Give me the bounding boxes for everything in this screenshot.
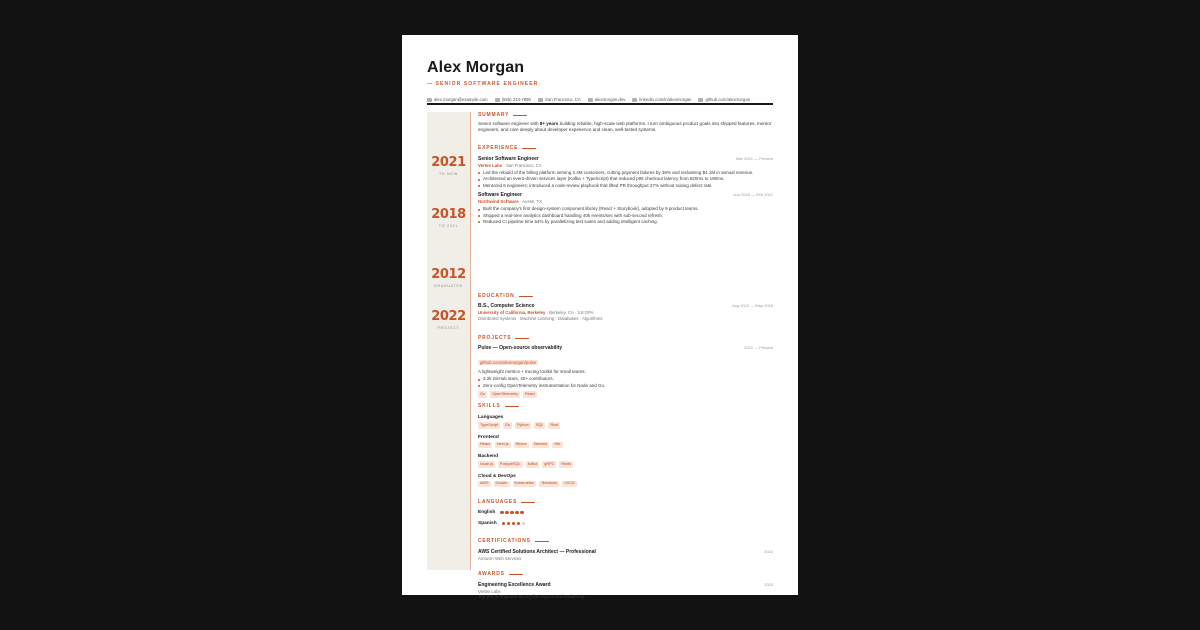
- summary-pre: Senior software engineer with: [478, 121, 540, 126]
- tag: Go: [480, 391, 486, 396]
- resume-page: [402, 35, 798, 599]
- contact-linkedin[interactable]: [632, 97, 691, 102]
- year-number: 2012: [431, 267, 466, 282]
- tag: AWS: [480, 481, 489, 485]
- award-date: 2023: [764, 582, 773, 587]
- year-sub: PROJECT: [437, 326, 460, 330]
- summary-post: building reliable, high-scale web platforms. I turn ambiguous product goals into shipped features, mentor engineers, and care deeply about developer experience and clean, well-tested systems.: [478, 121, 772, 133]
- heading-text: AWARDS: [478, 571, 505, 577]
- proficiency-rating: [502, 522, 525, 525]
- company-location: San Francisco, CA: [505, 163, 542, 168]
- contact-text: (555) 234-7890: [501, 97, 531, 102]
- section-heading: [478, 571, 773, 577]
- section-heading: [478, 335, 773, 341]
- summary-bold: 8+ years: [539, 121, 559, 126]
- coursework: Distributed Systems · Machine Learning · Databases · Algorithms: [478, 316, 603, 321]
- heading-rule: [509, 574, 523, 575]
- proficiency-rating: [500, 511, 523, 514]
- bullet: Reduced CI pipeline time 64% by parallelizing test suites and adding intelligent caching.: [478, 219, 773, 225]
- section-heading: [478, 499, 773, 505]
- skill-group-name: Cloud & DevOps: [478, 473, 516, 479]
- certifications-section: [478, 538, 773, 561]
- award-title: Engineering Excellence Award: [478, 582, 551, 588]
- heading-rule: [535, 541, 549, 542]
- skill-group: [478, 435, 773, 449]
- rating-dot-empty: [522, 522, 525, 525]
- tag: TypeScript: [480, 422, 498, 427]
- heading-text: PROJECTS: [478, 335, 512, 341]
- rating-dot-filled: [505, 511, 508, 514]
- location-icon: [538, 98, 543, 102]
- section-heading: [478, 293, 773, 299]
- language-row: [478, 510, 773, 515]
- tag: PostgreSQL: [499, 461, 521, 466]
- project-tags: [478, 391, 773, 398]
- linkedin-icon: [632, 98, 637, 102]
- rating-dot-filled: [520, 511, 523, 514]
- bullet: 3.2k GitHub stars, 40+ contributors.: [478, 376, 773, 382]
- heading-rule: [522, 148, 536, 149]
- tag: Python: [517, 422, 529, 427]
- tag: React: [480, 442, 490, 446]
- skill-group-name: Languages: [478, 415, 504, 420]
- header-divider: [427, 103, 773, 105]
- year-marker-experience-2: [427, 208, 470, 228]
- year-number: 2021: [431, 155, 466, 170]
- language-name: Spanish: [478, 521, 497, 526]
- job-title: — SENIOR SOFTWARE ENGINEER: [427, 81, 539, 87]
- language-row: [478, 521, 773, 526]
- year-marker-education: [427, 268, 470, 288]
- tag: CI/CD: [564, 481, 575, 485]
- experience-section: [478, 145, 773, 225]
- heading-text: CERTIFICATIONS: [478, 538, 531, 544]
- award-issuer: Vertex Labs: [478, 589, 501, 594]
- bullet: Led the rebuild of the billing platform serving 2.4M customers, cutting payment failures by 38% and reclaiming $4.1M in annual revenue.: [478, 170, 773, 176]
- project-date: 2022 — Present: [744, 345, 773, 350]
- heading-rule: [515, 338, 529, 339]
- bullet: Shipped a real-time analytics dashboard handling 40k events/sec with sub-second refresh.: [478, 213, 773, 219]
- contact-text: San Francisco, CA: [544, 97, 581, 102]
- awards-section: [478, 571, 773, 600]
- job-date: Mar 2021 — Present: [736, 156, 773, 161]
- tag: Docker: [495, 481, 508, 485]
- section-heading: [478, 538, 773, 544]
- bullet: Built the company's first design-system component library (React + Storybook), adopted by 9 product teams.: [478, 206, 773, 212]
- section-heading: [478, 112, 773, 118]
- contact-email[interactable]: [427, 97, 488, 102]
- timeline-column: [427, 112, 470, 570]
- year-marker-project: [427, 310, 470, 330]
- education-date: Aug 2012 — May 2016: [732, 303, 773, 308]
- resume-header: [427, 59, 773, 102]
- degree: B.S., Computer Science: [478, 303, 535, 309]
- job-date: Jun 2018 — Feb 2021: [733, 192, 773, 198]
- job-bullets: [478, 206, 773, 225]
- bullet: Architected an event-driven services layer (Kafka + TypeScript) that reduced p95 checkout latency from 820ms to 190ms.: [478, 176, 773, 182]
- contact-website[interactable]: [588, 97, 626, 102]
- contact-text: linkedin.com/in/alexmorgan: [639, 97, 692, 102]
- tag: Vite: [554, 442, 561, 446]
- education-section: EDUCATION B.S., Computer Science Aug 2012 — May 2016 University of California, Berkeley · Berkeley, CA · 3.8 GPA Distributed Systems · Machine Learning · Databases · Algorithms: [478, 293, 773, 321]
- project-link[interactable]: github.com/alexmorgan/pulse: [480, 360, 537, 365]
- summary-section: [478, 112, 773, 134]
- contact-phone[interactable]: [495, 97, 531, 102]
- certification-issuer: Amazon Web Services: [478, 556, 522, 561]
- project-description: A lightweight metrics + tracing toolkit for small teams.: [478, 369, 586, 374]
- job-bullets: [478, 170, 773, 189]
- skills-section: [478, 403, 773, 487]
- section-heading: [478, 403, 773, 409]
- job-title: Senior Software Engineer: [478, 156, 539, 162]
- contact-text: alexmorgan.dev: [594, 97, 626, 102]
- heading-rule: [505, 406, 519, 407]
- heading-text: LANGUAGES: [478, 499, 518, 505]
- language-name: English: [478, 510, 496, 515]
- tag: OpenTelemetry: [492, 391, 518, 396]
- project-title: Pulse — Open-source observability: [478, 345, 563, 351]
- mail-icon: [427, 98, 432, 102]
- job-title: Software Engineer: [478, 192, 522, 199]
- rating-dot-filled: [502, 522, 505, 525]
- heading-rule: [513, 115, 527, 116]
- project-bullets: [478, 376, 773, 389]
- tag: Kafka: [527, 461, 538, 466]
- year-sub: TO 2021: [438, 224, 459, 228]
- projects-section: [478, 335, 773, 398]
- rating-dot-filled: [515, 511, 518, 514]
- tag: Redis: [561, 461, 572, 466]
- company-name: Northwind Software: [478, 199, 519, 205]
- skill-group: [478, 474, 773, 488]
- globe-icon: [588, 98, 593, 102]
- skill-group: [478, 415, 773, 429]
- tag: Rust: [550, 422, 559, 427]
- rating-dot-filled: [510, 511, 513, 514]
- year-number: 2018: [431, 207, 466, 222]
- year-sub: GRADUATED: [434, 284, 463, 288]
- rating-dot-filled: [507, 522, 510, 525]
- languages-section: [478, 499, 773, 526]
- heading-text: SKILLS: [478, 403, 501, 409]
- skill-group: [478, 454, 773, 468]
- school-details: Berkeley, CA · 3.8 GPA: [549, 310, 594, 315]
- tag: gRPC: [544, 461, 555, 466]
- year-marker-experience-1: [427, 156, 470, 176]
- rating-dot-filled: [512, 522, 515, 525]
- heading-text: EDUCATION: [478, 293, 515, 299]
- year-sub: TO NOW: [438, 172, 459, 176]
- tag: Redux: [515, 442, 527, 446]
- heading-text: EXPERIENCE: [478, 145, 519, 151]
- heading-rule: [519, 296, 533, 297]
- year-number: 2022: [431, 309, 466, 324]
- job-entry: Senior Software Engineer Mar 2021 — Present Vertex Labs · San Francisco, CA Led the rebuild of the billing platform serving 2.4M customers, cutting payment failures by 38% and reclaiming $4.1M in annual revenue. Architected an event-driven services layer (Kafka + TypeScript) that reduced p95 checkout latency from 820ms to 190ms. Mentored 6 engineers; introduced a code-review playbook that lifted PR throughput 27% without raising defect rate.: [478, 156, 773, 188]
- candidate-name: Alex Morgan: [427, 59, 525, 76]
- heading-text: SUMMARY: [478, 112, 510, 118]
- award-description: Top 2% of engineering org for impact and leadership.: [478, 594, 586, 599]
- section-heading: [478, 145, 773, 151]
- contact-github[interactable]: [698, 97, 750, 102]
- bullet: Mentored 6 engineers; introduced a code-review playbook that lifted PR throughput 27% without raising defect rate.: [478, 183, 773, 189]
- job-entry: Software Engineer Jun 2018 — Feb 2021 Northwind Software · Austin, TX Built the company's first design-system component library (React + Storybook), adopted by 9 product teams. Shipped a real-time analytics dashboard handling 40k events/sec with sub-second refresh. Reduced CI pipeline time 64% by parallelizing test suites and adding intelligent caching.: [478, 192, 773, 225]
- github-icon: [698, 98, 703, 102]
- summary-text: [478, 121, 773, 134]
- tag: SQL: [535, 422, 544, 427]
- bullet: Zero-config OpenTelemetry instrumentation for Node and Go.: [478, 383, 773, 389]
- tag: Tailwind: [533, 442, 548, 446]
- contact-location: [538, 97, 581, 102]
- tag: Node.js: [480, 461, 493, 466]
- tag: Next.js: [496, 442, 509, 446]
- tag: Terraform: [540, 481, 558, 485]
- tag: Go: [504, 422, 511, 427]
- heading-rule: [521, 502, 535, 503]
- phone-icon: [495, 98, 500, 102]
- tag: React: [524, 391, 535, 396]
- contact-bar: [427, 97, 773, 102]
- tag: Kubernetes: [514, 481, 534, 485]
- certification-date: 2022: [764, 549, 773, 554]
- rating-dot-filled: [500, 511, 503, 514]
- company-name: Vertex Labs: [478, 163, 503, 168]
- school-name: University of California, Berkeley: [478, 310, 546, 315]
- contact-text: alex.morgan@example.com: [434, 97, 488, 102]
- skill-group-name: Frontend: [478, 434, 499, 440]
- rating-dot-filled: [517, 522, 520, 525]
- contact-text: github.com/alexmorgan: [705, 97, 751, 102]
- skill-group-name: Backend: [478, 454, 498, 459]
- timeline-line: [470, 112, 471, 570]
- certification-title: AWS Certified Solutions Architect — Professional: [478, 549, 596, 555]
- company-location: Austin, TX: [522, 199, 542, 205]
